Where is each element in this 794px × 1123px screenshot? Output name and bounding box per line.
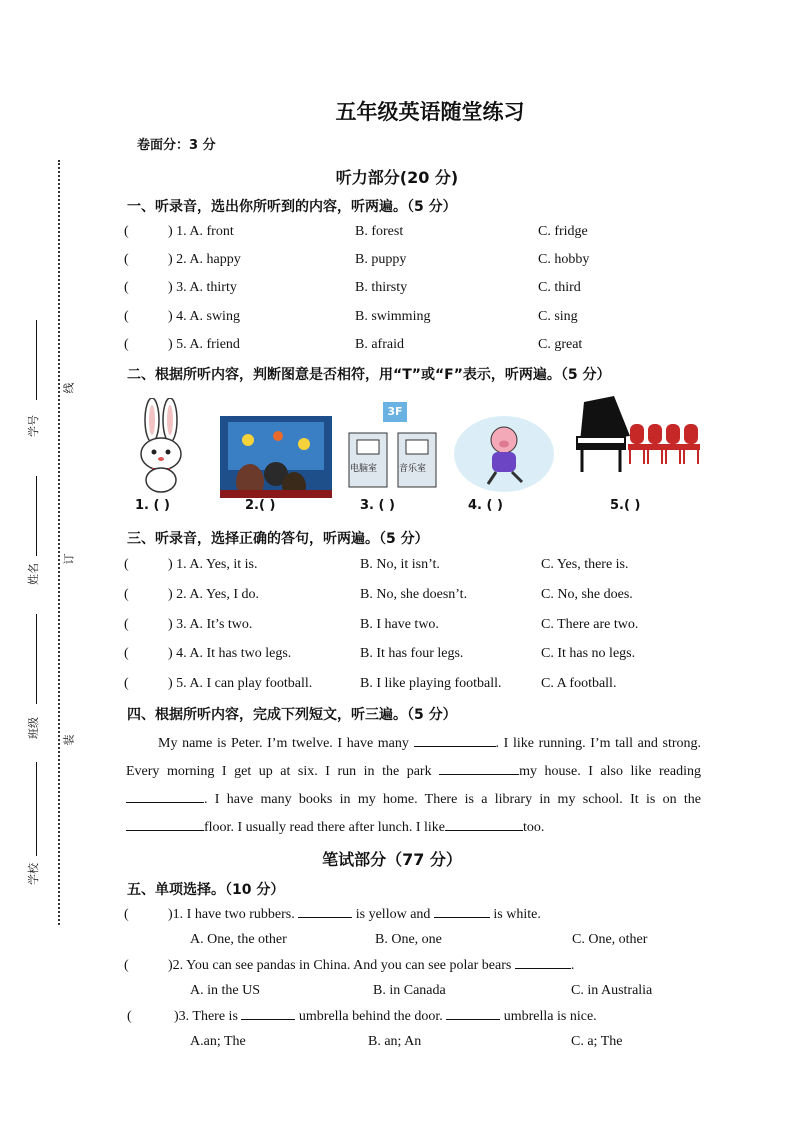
sec1-row-2-paren[interactable]: ( [124,252,129,267]
sec1-row-1-q: ) 1. A. front [168,224,234,239]
written-header: 笔试部分（77 分） [322,850,462,869]
sidebar-zhuang: 装 [62,734,76,746]
music-room-door [397,432,437,488]
sec5-q3-c[interactable]: C. a; The [571,1034,623,1049]
pic-answer-5[interactable]: 5.( ) [610,498,641,513]
sec1-row-5-c[interactable]: C. great [538,337,583,352]
pic-answer-3[interactable]: 3. ( ) [360,498,395,513]
sec3-row-2-b[interactable]: B. No, she doesn’t. [360,587,468,602]
blank-3[interactable] [126,802,204,803]
sec1-row-3-c[interactable]: C. third [538,280,581,295]
sec5-q3-b[interactable]: B. an; An [368,1034,422,1049]
sec1-row-4-paren[interactable]: ( [124,309,129,324]
sec5-q2-c[interactable]: C. in Australia [571,983,653,998]
rabbit-picture [132,398,190,494]
sec5-q1-c[interactable]: C. One, other [572,932,648,947]
sec3-row-5-c[interactable]: C. A football. [541,676,617,691]
sec3-row-1-q: ) 1. A. Yes, it is. [168,557,258,572]
pic-answer-4[interactable]: 4. ( ) [468,498,503,513]
computer-room-door [348,432,388,488]
sec3-row-1-paren[interactable]: ( [124,557,129,572]
sec1-row-3-paren[interactable]: ( [124,280,129,295]
sec1-row-2-c[interactable]: C. hobby [538,252,590,267]
q1-blank-1[interactable] [298,917,352,918]
sec1-row-5-b[interactable]: B. afraid [355,337,404,352]
sec5-q1-a[interactable]: A. One, the other [190,932,287,947]
sec3-row-4-b[interactable]: B. It has four legs. [360,646,464,661]
q2-blank[interactable] [515,968,571,969]
sidebar-xingming: 姓名 [27,563,40,585]
music-room-label: 音乐室 [399,464,427,474]
xingming-line[interactable] [36,476,37,556]
page-title: 五年级英语随堂练习 [335,99,525,124]
sec3-row-4-paren[interactable]: ( [124,646,129,661]
listening-header: 听力部分(20 分) [335,168,459,187]
blank-1[interactable] [414,746,496,747]
classroom-picture [220,416,332,498]
sidebar-xuehao: 学号 [27,415,40,437]
blank-2[interactable] [439,774,519,775]
sec3-row-5-q: ) 5. A. I can play football. [168,676,313,691]
sec1-row-4-b[interactable]: B. swimming [355,309,431,324]
sec1-row-4-q: ) 4. A. swing [168,309,240,324]
sec5-heading: 五、单项选择。（10 分） [127,882,285,898]
pic-answer-1[interactable]: 1. ( ) [135,498,170,513]
banji-line[interactable] [36,614,37,704]
sec5-q1-stem: )1. I have two rubbers. is yellow and is white. [168,907,541,922]
sec3-heading: 三、听录音，选择正确的答句，听两遍。（5 分） [127,531,429,547]
sidebar-ding: 订 [62,553,76,565]
sec3-row-3-paren[interactable]: ( [124,617,129,632]
sec5-q2-stem: )2. You can see pandas in China. And you can see polar bears . [168,958,575,973]
sec3-row-3-q: ) 3. A. It’s two. [168,617,253,632]
sec2-heading: 二、根据所听内容，判断图意是否相符，用“T”或“F”表示，听两遍。（5 分） [127,367,611,383]
sec3-row-3-c[interactable]: C. There are two. [541,617,639,632]
blank-4[interactable] [126,830,204,831]
q1-blank-2[interactable] [434,917,490,918]
sec1-row-5-paren[interactable]: ( [124,337,129,352]
skating-pig-picture [452,410,556,496]
q3-blank-1[interactable] [241,1019,295,1020]
sec5-q2-a[interactable]: A. in the US [190,983,260,998]
sec3-row-4-q: ) 4. A. It has two legs. [168,646,292,661]
pic-answer-2[interactable]: 2.( ) [245,498,276,513]
sec5-q2-b[interactable]: B. in Canada [373,983,446,998]
sec3-row-1-b[interactable]: B. No, it isn’t. [360,557,440,572]
binding-line [58,160,60,925]
sec1-row-3-q: ) 3. A. thirty [168,280,237,295]
sec3-row-2-q: ) 2. A. Yes, I do. [168,587,260,602]
passage: My name is Peter. I’m twelve. I have many . I like running. I’m tall and strong. Every morning I get up at six. I run in the park my house. I also like reading . I have many books in my home. There is a library in my school. It is on the floor. I usually read there after lunch. I like too. [126,736,702,835]
sec3-row-1-c[interactable]: C. Yes, there is. [541,557,629,572]
sidebar-xuexiao: 学校 [27,863,40,885]
floor-badge: 3F [383,402,407,422]
sec1-heading: 一、听录音，选出你所听到的内容，听两遍。（5 分） [127,199,457,215]
q3-blank-2[interactable] [446,1019,500,1020]
sec5-q3-paren[interactable]: ( [127,1009,132,1024]
sec5-q3-stem: )3. There is umbrella behind the door. umbrella is nice. [174,1009,597,1024]
sec1-row-5-q: ) 5. A. friend [168,337,240,352]
sec3-row-4-c[interactable]: C. It has no legs. [541,646,636,661]
paper-score: 卷面分：3 分 [137,138,216,153]
sec1-row-1-paren[interactable]: ( [124,224,129,239]
sidebar-banji: 班级 [27,717,40,739]
sidebar-xian: 线 [62,382,76,394]
xuexiao-line[interactable] [36,762,37,856]
sec3-row-5-b[interactable]: B. I like playing football. [360,676,502,691]
sec3-row-5-paren[interactable]: ( [124,676,129,691]
piano-chairs-picture [574,394,706,476]
xuehao-line[interactable] [36,320,37,400]
sec5-q3-a[interactable]: A.an; The [190,1034,246,1049]
sec1-row-3-b[interactable]: B. thirsty [355,280,408,295]
computer-room-label: 电脑室 [350,464,378,474]
sec3-row-2-c[interactable]: C. No, she does. [541,587,633,602]
sec5-q1-b[interactable]: B. One, one [375,932,442,947]
sec4-heading: 四、根据所听内容，完成下列短文，听三遍。（5 分） [127,707,457,723]
sec1-row-1-b[interactable]: B. forest [355,224,404,239]
sec1-row-2-b[interactable]: B. puppy [355,252,407,267]
sec3-row-3-b[interactable]: B. I have two. [360,617,439,632]
sec1-row-1-c[interactable]: C. fridge [538,224,588,239]
sec3-row-2-paren[interactable]: ( [124,587,129,602]
blank-5[interactable] [445,830,523,831]
sec1-row-4-c[interactable]: C. sing [538,309,578,324]
sec1-row-2-q: ) 2. A. happy [168,252,241,267]
sec5-q1-paren[interactable]: ( [124,907,129,922]
sec5-q2-paren[interactable]: ( [124,958,129,973]
